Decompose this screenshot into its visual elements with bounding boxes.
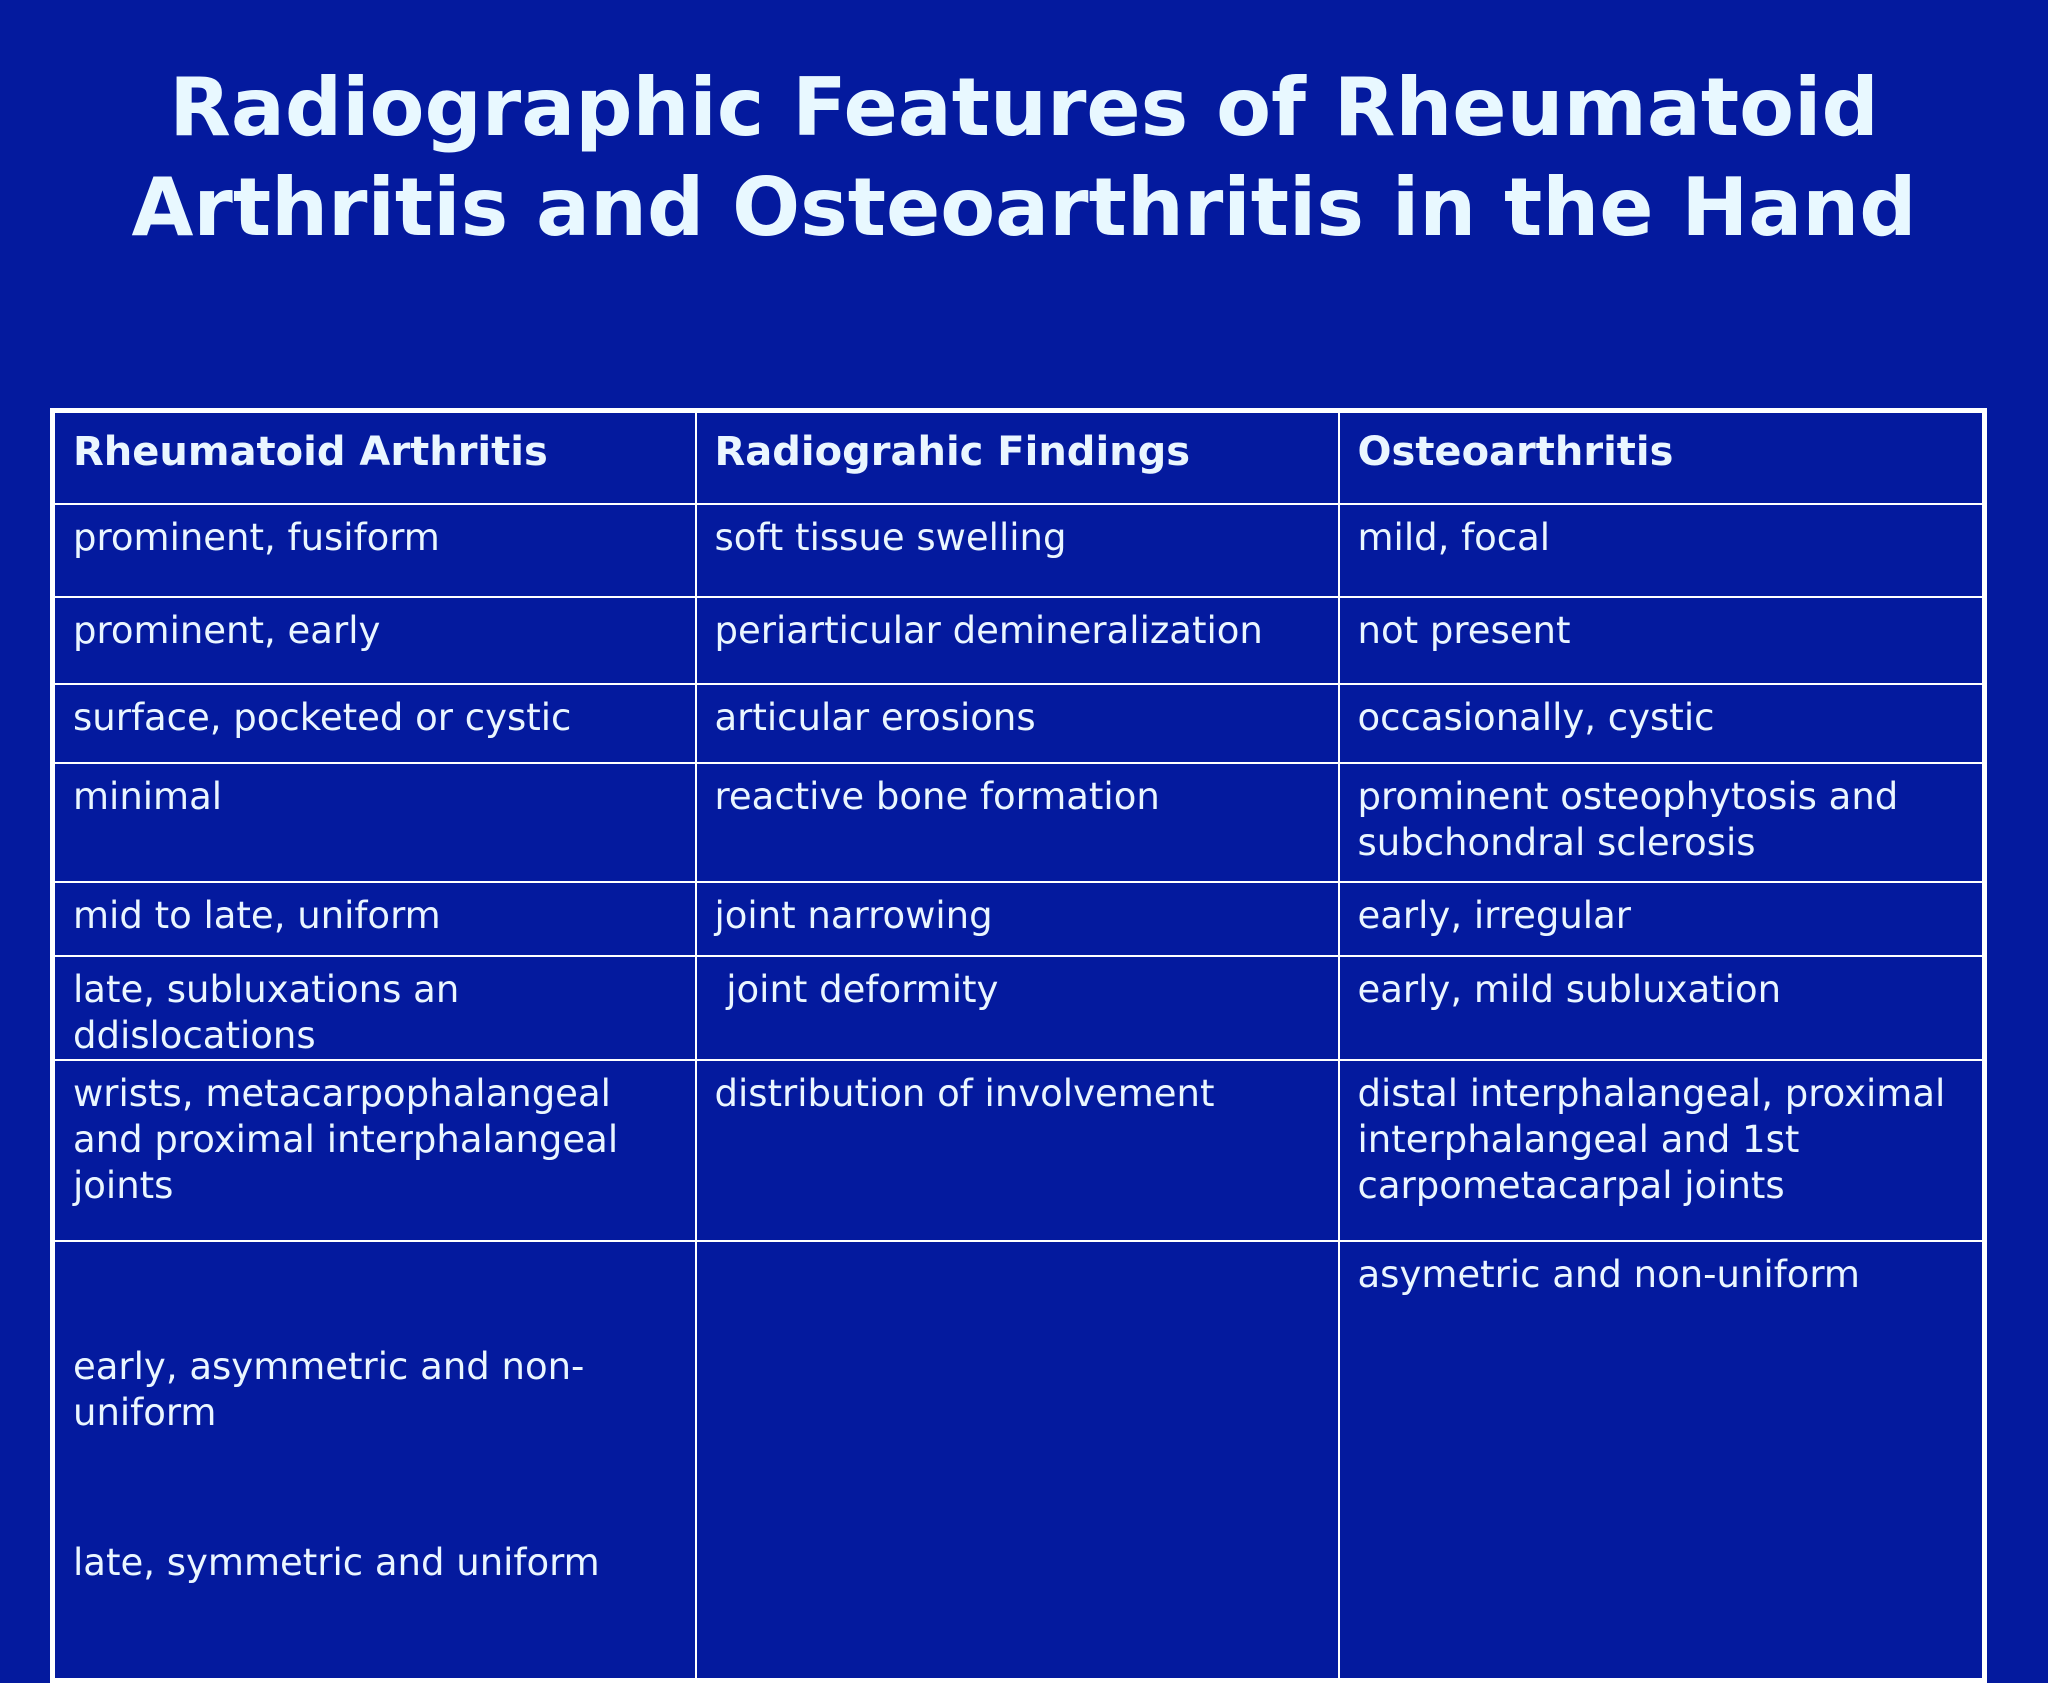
cell-ra <box>53 1241 696 1681</box>
cell-oa: early, irregular <box>1339 882 1985 956</box>
cell-oa: asymetric and non-uniform <box>1339 1241 1985 1681</box>
cell-finding: distribution of involvement <box>696 1060 1339 1241</box>
cell-ra-line-early: early, asymmetric and non-uniform <box>73 1344 585 1434</box>
cell-ra: late, subluxations an ddislocations <box>53 956 696 1060</box>
table-header-row <box>53 411 1985 504</box>
slide-title-line-1: Radiographic Features of Rheumatoid <box>169 61 1879 154</box>
cell-ra-line-late: late, symmetric and uniform <box>73 1540 600 1584</box>
comparison-table <box>50 408 1987 1683</box>
table-row <box>53 882 1985 956</box>
table-row <box>53 956 1985 1060</box>
table-row <box>53 684 1985 763</box>
cell-oa: not present <box>1339 597 1985 684</box>
table-row <box>53 1241 1985 1681</box>
cell-ra: surface, pocketed or cystic <box>53 684 696 763</box>
cell-oa: occasionally, cystic <box>1339 684 1985 763</box>
cell-finding: periarticular demineralization <box>696 597 1339 684</box>
cell-finding: reactive bone formation <box>696 763 1339 882</box>
cell-finding: articular erosions <box>696 684 1339 763</box>
header-radiographic-findings: Radiograhic Findings <box>696 411 1339 504</box>
cell-oa: early, mild subluxation <box>1339 956 1985 1060</box>
cell-oa: mild, focal <box>1339 504 1985 597</box>
table-row <box>53 763 1985 882</box>
header-rheumatoid-arthritis: Rheumatoid Arthritis <box>53 411 696 504</box>
slide-title-line-2: Arthritis and Osteoarthritis in the Hand <box>131 161 1917 254</box>
cell-ra: prominent, early <box>53 597 696 684</box>
table-row <box>53 504 1985 597</box>
cell-finding: joint narrowing <box>696 882 1339 956</box>
cell-ra: mid to late, uniform <box>53 882 696 956</box>
cell-finding: joint deformity <box>696 956 1339 1060</box>
header-osteoarthritis: Osteoarthritis <box>1339 411 1985 504</box>
cell-finding: soft tissue swelling <box>696 504 1339 597</box>
slide-title <box>0 58 2048 258</box>
cell-ra: prominent, fusiform <box>53 504 696 597</box>
cell-finding <box>696 1241 1339 1681</box>
cell-ra: wrists, metacarpophalangeal and proximal interphalangeal joints <box>53 1060 696 1241</box>
cell-oa: prominent osteophytosis and subchondral sclerosis <box>1339 763 1985 882</box>
cell-ra: minimal <box>53 763 696 882</box>
cell-oa: distal interphalangeal, proximal interphalangeal and 1st carpometacarpal joints <box>1339 1060 1985 1241</box>
table-row <box>53 1060 1985 1241</box>
table-row <box>53 597 1985 684</box>
